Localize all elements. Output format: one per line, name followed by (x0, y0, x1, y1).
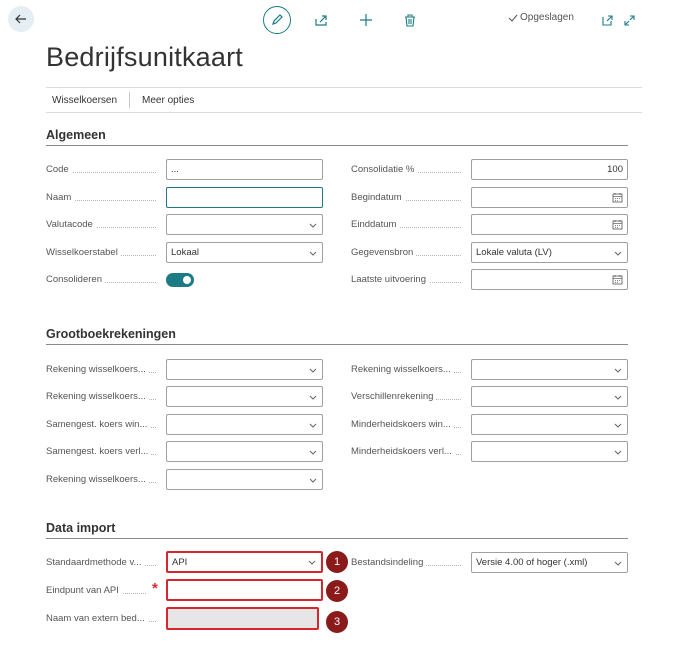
plus-icon (359, 13, 373, 27)
new-button[interactable] (358, 12, 374, 28)
saved-status (508, 12, 574, 23)
callout-badge-1: 1 (326, 551, 348, 573)
pencil-icon (270, 13, 284, 27)
label-laatste-uitvoering: Laatste uitvoering (351, 274, 461, 286)
chevron-down-icon (613, 558, 623, 568)
label-wisselkoerstabel: Wisselkoerstabel (46, 247, 156, 259)
section-title-algemeen: Algemeen (46, 128, 106, 142)
chevron-down-icon (308, 392, 318, 402)
label-gb-right-2: Verschillenrekening (351, 391, 461, 403)
action-meer-opties[interactable]: Meer opties (142, 94, 195, 106)
label-gb-left-4: Samengest. koers verl... (46, 446, 156, 458)
einddatum-field[interactable] (471, 214, 628, 235)
label-gb-left-5: Rekening wisselkoers... (46, 474, 156, 486)
label-extern-bedrijf: Naam van extern bed... (46, 613, 156, 625)
expand-icon (623, 14, 636, 27)
wisselkoerstabel-select[interactable]: Lokaal (166, 242, 323, 263)
chevron-down-icon (308, 248, 318, 258)
label-eindpunt-api: Eindpunt van API (46, 585, 146, 597)
chevron-down-icon (308, 475, 318, 485)
chevron-down-icon (613, 248, 623, 258)
delete-button[interactable] (402, 12, 418, 28)
action-separator (129, 92, 130, 108)
section-title-grootboekrekeningen: Grootboekrekeningen (46, 327, 176, 341)
section-divider (46, 538, 628, 539)
label-standaardmethode: Standaardmethode v... (46, 557, 156, 569)
trash-icon (403, 13, 417, 27)
extern-bedrijf-field (166, 607, 319, 630)
chevron-down-icon (613, 447, 623, 457)
section-divider (46, 145, 628, 146)
label-code: Code (46, 164, 156, 176)
open-in-new-window-icon (601, 14, 614, 27)
back-button[interactable] (8, 6, 34, 32)
gegevensbron-select[interactable]: Lokale valuta (LV) (471, 242, 628, 263)
saved-label: Opgeslagen (520, 12, 574, 23)
calendar-icon[interactable] (612, 274, 623, 285)
chevron-down-icon (613, 392, 623, 402)
label-gb-right-4: Minderheidskoers verl... (351, 446, 461, 458)
expand-button[interactable] (621, 12, 637, 28)
gb-left-select-1[interactable] (166, 359, 323, 380)
gb-right-select-4[interactable] (471, 441, 628, 462)
label-naam: Naam (46, 192, 156, 204)
consolideren-toggle[interactable] (166, 273, 194, 287)
share-icon (314, 13, 328, 27)
open-new-window-button[interactable] (599, 12, 615, 28)
gb-right-select-3[interactable] (471, 414, 628, 435)
chevron-down-icon (307, 557, 317, 567)
standaardmethode-select[interactable]: API (166, 551, 323, 573)
laatste-uitvoering-field[interactable] (471, 269, 628, 290)
calendar-icon[interactable] (612, 219, 623, 230)
label-einddatum: Einddatum (351, 219, 461, 231)
begindatum-field[interactable] (471, 187, 628, 208)
code-field[interactable]: ... (166, 159, 323, 180)
arrow-left-icon (14, 12, 28, 26)
gb-left-select-4[interactable] (166, 441, 323, 462)
checkmark-icon (508, 13, 518, 23)
action-bar (46, 87, 642, 113)
section-title-data-import: Data import (46, 521, 116, 535)
chevron-down-icon (308, 220, 318, 230)
label-gb-left-2: Rekening wisselkoers... (46, 391, 156, 403)
gb-right-select-1[interactable] (471, 359, 628, 380)
chevron-down-icon (308, 447, 318, 457)
eindpunt-api-field[interactable] (166, 579, 323, 601)
callout-badge-2: 2 (326, 580, 348, 602)
consolidatie-pct-field[interactable]: 100 (471, 159, 628, 180)
gb-right-select-2[interactable] (471, 386, 628, 407)
share-button[interactable] (313, 12, 329, 28)
chevron-down-icon (613, 365, 623, 375)
gb-left-select-2[interactable] (166, 386, 323, 407)
section-divider (46, 344, 628, 345)
callout-badge-3: 3 (326, 611, 348, 633)
required-indicator: * (152, 580, 158, 597)
page-title: Bedrijfsunitkaart (46, 42, 243, 72)
label-consolidatie-pct: Consolidatie % (351, 164, 461, 176)
bestandsindeling-select[interactable]: Versie 4.00 of hoger (.xml) (471, 552, 628, 573)
naam-field[interactable] (166, 187, 323, 208)
chevron-down-icon (308, 420, 318, 430)
label-gb-right-3: Minderheidskoers win... (351, 419, 461, 431)
edit-button[interactable] (263, 6, 291, 34)
chevron-down-icon (613, 420, 623, 430)
label-gb-right-1: Rekening wisselkoers... (351, 364, 461, 376)
label-gegevensbron: Gegevensbron (351, 247, 461, 259)
label-consolideren: Consolideren (46, 274, 156, 286)
label-valutacode: Valutacode (46, 219, 156, 231)
chevron-down-icon (308, 365, 318, 375)
action-wisselkoersen[interactable]: Wisselkoersen (52, 94, 118, 106)
label-gb-left-3: Samengest. koers win... (46, 419, 156, 431)
label-begindatum: Begindatum (351, 192, 461, 204)
gb-left-select-5[interactable] (166, 469, 323, 490)
gb-left-select-3[interactable] (166, 414, 323, 435)
label-gb-left-1: Rekening wisselkoers... (46, 364, 156, 376)
calendar-icon[interactable] (612, 192, 623, 203)
label-bestandsindeling: Bestandsindeling (351, 557, 461, 569)
valutacode-select[interactable] (166, 214, 323, 235)
